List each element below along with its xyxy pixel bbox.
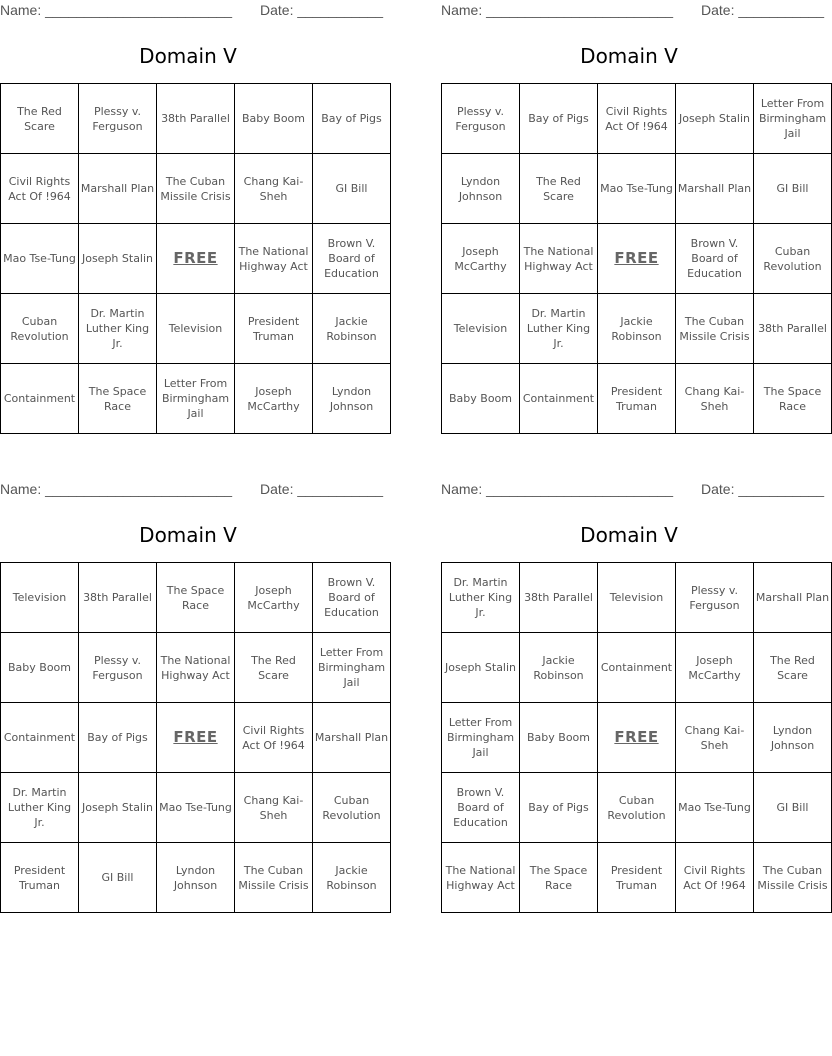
bingo-cell: GI Bill <box>79 843 157 913</box>
bingo-cell: The Red Scare <box>520 154 598 224</box>
bingo-cell: Plessy v. Ferguson <box>79 84 157 154</box>
bingo-row <box>442 703 832 773</box>
bingo-row <box>442 294 832 364</box>
bingo-cell: Lyndon Johnson <box>754 703 832 773</box>
bingo-row <box>442 773 832 843</box>
bingo-cell: The Space Race <box>79 364 157 434</box>
name-field-label: Name: ________________________ <box>0 2 232 18</box>
bingo-cell: Letter From Birmingham Jail <box>157 364 235 434</box>
bingo-cell: Lyndon Johnson <box>157 843 235 913</box>
bingo-row <box>442 843 832 913</box>
bingo-grid <box>0 562 391 913</box>
bingo-cell: Letter From Birmingham Jail <box>442 703 520 773</box>
bingo-row <box>1 843 391 913</box>
card-title: Domain V <box>580 44 678 68</box>
bingo-cell: 38th Parallel <box>79 563 157 633</box>
bingo-row <box>442 633 832 703</box>
bingo-cell: Mao Tse-Tung <box>676 773 754 843</box>
bingo-cell: Civil Rights Act Of !964 <box>235 703 313 773</box>
bingo-cell: Lyndon Johnson <box>313 364 391 434</box>
bingo-cell: Chang Kai-Sheh <box>676 364 754 434</box>
date-field-label: Date: ___________ <box>701 2 824 18</box>
bingo-cell: Plessy v. Ferguson <box>676 563 754 633</box>
free-space: FREE <box>157 703 235 773</box>
bingo-cell: Joseph McCarthy <box>676 633 754 703</box>
bingo-cell: Joseph McCarthy <box>442 224 520 294</box>
bingo-cell: 38th Parallel <box>754 294 832 364</box>
card-header <box>441 479 824 501</box>
bingo-cell: Cuban Revolution <box>754 224 832 294</box>
bingo-cell: Brown V. Board of Education <box>442 773 520 843</box>
bingo-cell: Dr. Martin Luther King Jr. <box>520 294 598 364</box>
bingo-cell: The National Highway Act <box>442 843 520 913</box>
bingo-row <box>442 364 832 434</box>
bingo-cell: President Truman <box>598 364 676 434</box>
bingo-cell: Bay of Pigs <box>79 703 157 773</box>
bingo-row <box>1 773 391 843</box>
bingo-cell: Bay of Pigs <box>313 84 391 154</box>
bingo-cell: The Space Race <box>754 364 832 434</box>
bingo-cell: Television <box>442 294 520 364</box>
bingo-cell: Chang Kai-Sheh <box>676 703 754 773</box>
free-space: FREE <box>157 224 235 294</box>
name-field-label: Name: ________________________ <box>441 481 673 497</box>
bingo-cell: Civil Rights Act Of !964 <box>598 84 676 154</box>
bingo-row <box>1 294 391 364</box>
free-space: FREE <box>598 703 676 773</box>
bingo-cell: Civil Rights Act Of !964 <box>676 843 754 913</box>
date-field-label: Date: ___________ <box>260 481 383 497</box>
bingo-cell: The National Highway Act <box>235 224 313 294</box>
bingo-cell: Marshall Plan <box>79 154 157 224</box>
bingo-cell: Television <box>598 563 676 633</box>
bingo-cell: The Cuban Missile Crisis <box>754 843 832 913</box>
bingo-cell: Plessy v. Ferguson <box>79 633 157 703</box>
bingo-cell: Chang Kai-Sheh <box>235 773 313 843</box>
bingo-cell: The National Highway Act <box>520 224 598 294</box>
card-header <box>441 0 824 22</box>
bingo-cell: Jackie Robinson <box>313 294 391 364</box>
bingo-row <box>442 154 832 224</box>
bingo-cell: GI Bill <box>754 154 832 224</box>
bingo-cell: The Red Scare <box>754 633 832 703</box>
bingo-cell: Joseph Stalin <box>79 224 157 294</box>
bingo-cell: Joseph Stalin <box>676 84 754 154</box>
bingo-cell: The Cuban Missile Crisis <box>676 294 754 364</box>
bingo-cell: Chang Kai-Sheh <box>235 154 313 224</box>
bingo-cell: Dr. Martin Luther King Jr. <box>442 563 520 633</box>
card-title: Domain V <box>580 523 678 547</box>
bingo-cell: Jackie Robinson <box>520 633 598 703</box>
bingo-cell: Dr. Martin Luther King Jr. <box>1 773 79 843</box>
bingo-cell: The National Highway Act <box>157 633 235 703</box>
bingo-row <box>1 224 391 294</box>
bingo-cell: Jackie Robinson <box>313 843 391 913</box>
name-field-label: Name: ________________________ <box>0 481 232 497</box>
bingo-cell: Plessy v. Ferguson <box>442 84 520 154</box>
bingo-cell: The Cuban Missile Crisis <box>235 843 313 913</box>
bingo-cell: Letter From Birmingham Jail <box>754 84 832 154</box>
card-header <box>0 0 383 22</box>
name-field-label: Name: ________________________ <box>441 2 673 18</box>
bingo-row <box>442 563 832 633</box>
bingo-cell: Baby Boom <box>1 633 79 703</box>
bingo-cell: Lyndon Johnson <box>442 154 520 224</box>
bingo-cell: The Red Scare <box>1 84 79 154</box>
bingo-cell: Containment <box>598 633 676 703</box>
bingo-grid <box>441 83 832 434</box>
bingo-cell: GI Bill <box>754 773 832 843</box>
bingo-cell: Cuban Revolution <box>313 773 391 843</box>
bingo-cell: Bay of Pigs <box>520 773 598 843</box>
bingo-cell: Brown V. Board of Education <box>313 224 391 294</box>
bingo-cell: Cuban Revolution <box>1 294 79 364</box>
bingo-cell: Civil Rights Act Of !964 <box>1 154 79 224</box>
bingo-cell: Brown V. Board of Education <box>313 563 391 633</box>
bingo-cell: Joseph Stalin <box>442 633 520 703</box>
bingo-cell: Marshall Plan <box>313 703 391 773</box>
bingo-cell: The Red Scare <box>235 633 313 703</box>
bingo-cell: Mao Tse-Tung <box>157 773 235 843</box>
bingo-cell: GI Bill <box>313 154 391 224</box>
bingo-cell: 38th Parallel <box>157 84 235 154</box>
bingo-cell: Marshall Plan <box>676 154 754 224</box>
date-field-label: Date: ___________ <box>260 2 383 18</box>
bingo-cell: Joseph McCarthy <box>235 364 313 434</box>
bingo-cell: President Truman <box>235 294 313 364</box>
bingo-cell: President Truman <box>1 843 79 913</box>
bingo-cell: President Truman <box>598 843 676 913</box>
bingo-row <box>1 563 391 633</box>
bingo-row <box>1 84 391 154</box>
bingo-cell: Baby Boom <box>442 364 520 434</box>
bingo-row <box>442 224 832 294</box>
bingo-row <box>1 154 391 224</box>
card-header <box>0 479 383 501</box>
bingo-cell: Brown V. Board of Education <box>676 224 754 294</box>
card-title: Domain V <box>139 523 237 547</box>
bingo-grid <box>441 562 832 913</box>
bingo-row <box>442 84 832 154</box>
bingo-cell: Television <box>157 294 235 364</box>
card-title: Domain V <box>139 44 237 68</box>
bingo-cell: Joseph Stalin <box>79 773 157 843</box>
bingo-cell: Containment <box>1 364 79 434</box>
bingo-row <box>1 633 391 703</box>
bingo-cell: Television <box>1 563 79 633</box>
bingo-cell: Mao Tse-Tung <box>598 154 676 224</box>
bingo-cell: Containment <box>1 703 79 773</box>
bingo-cell: The Cuban Missile Crisis <box>157 154 235 224</box>
bingo-cell: The Space Race <box>520 843 598 913</box>
bingo-cell: Joseph McCarthy <box>235 563 313 633</box>
bingo-row <box>1 364 391 434</box>
bingo-cell: Letter From Birmingham Jail <box>313 633 391 703</box>
free-space: FREE <box>598 224 676 294</box>
date-field-label: Date: ___________ <box>701 481 824 497</box>
bingo-cell: Dr. Martin Luther King Jr. <box>79 294 157 364</box>
bingo-cell: 38th Parallel <box>520 563 598 633</box>
bingo-cell: Baby Boom <box>235 84 313 154</box>
bingo-cell: Jackie Robinson <box>598 294 676 364</box>
bingo-cell: Bay of Pigs <box>520 84 598 154</box>
bingo-grid <box>0 83 391 434</box>
bingo-cell: Marshall Plan <box>754 563 832 633</box>
bingo-cell: Baby Boom <box>520 703 598 773</box>
bingo-cell: Cuban Revolution <box>598 773 676 843</box>
bingo-cell: The Space Race <box>157 563 235 633</box>
bingo-cell: Mao Tse-Tung <box>1 224 79 294</box>
bingo-cell: Containment <box>520 364 598 434</box>
bingo-row <box>1 703 391 773</box>
